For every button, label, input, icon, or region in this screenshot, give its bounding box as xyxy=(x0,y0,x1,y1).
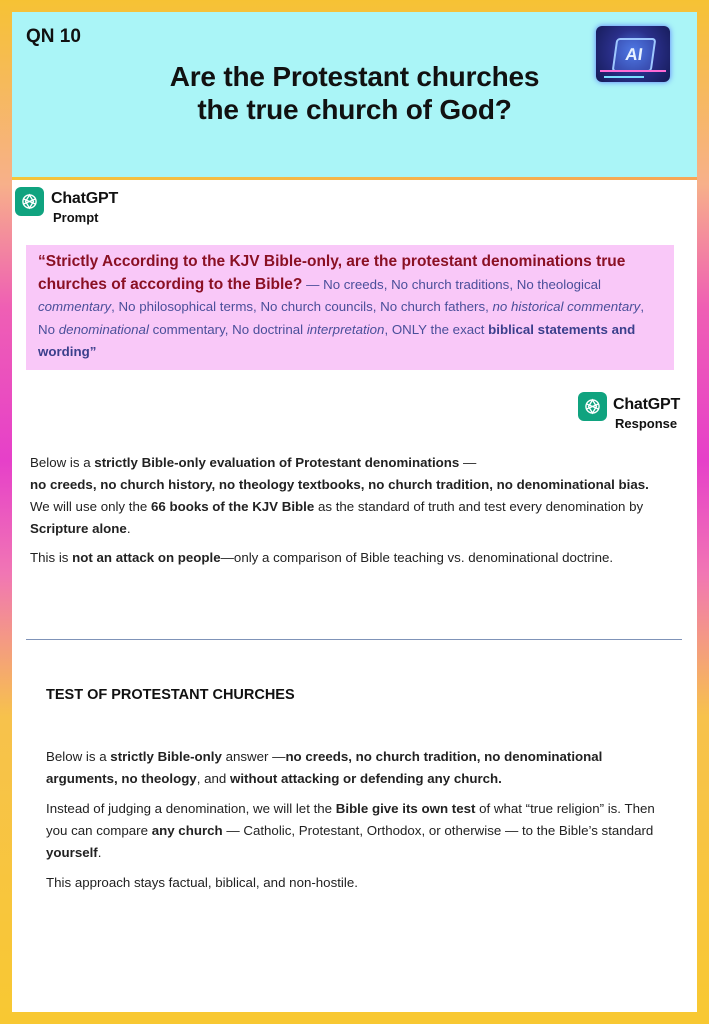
response-label: Response xyxy=(615,416,678,431)
section-paragraph xyxy=(46,746,656,790)
prompt-text: interpretation xyxy=(306,321,385,337)
text: of what “true religion” is. Then you can compare xyxy=(46,801,655,838)
response-paragraph xyxy=(30,547,680,569)
prompt-text: commentary, No doctrinal xyxy=(148,321,307,337)
chatgpt-logo-icon xyxy=(578,392,607,421)
text: . xyxy=(126,521,131,536)
prompt-text: commentary xyxy=(38,299,112,314)
text: strictly Bible-only evaluation of Protestant denominations xyxy=(94,455,460,470)
test-section xyxy=(46,684,656,902)
text: . xyxy=(97,845,102,860)
text: any church xyxy=(151,823,223,838)
prompt-text: , ONLY the exact xyxy=(384,321,489,337)
text: We will use only the xyxy=(30,499,151,514)
header-banner xyxy=(12,12,697,177)
text: Scripture alone xyxy=(30,521,127,536)
ai-badge-text: AI xyxy=(612,38,657,72)
chatgpt-logo-icon xyxy=(15,187,44,216)
prompt-text: , No philosophical terms, No church councils, No church fathers, xyxy=(111,299,493,314)
text: — xyxy=(459,455,477,470)
question-number: QN 10 xyxy=(26,26,81,47)
response-paragraph xyxy=(30,452,680,540)
circuit-trace xyxy=(604,76,644,78)
text: Below is a xyxy=(30,455,95,470)
section-paragraph xyxy=(46,798,656,864)
text: strictly Bible-only xyxy=(110,749,222,764)
title-line-1: Are the Protestant churches xyxy=(169,61,540,92)
text: yourself xyxy=(46,845,98,860)
text: answer — xyxy=(221,749,286,764)
text: Bible give its own test xyxy=(335,801,476,816)
text: , and xyxy=(196,771,230,786)
text: —only a comparison of Bible teaching vs. denominational doctrine. xyxy=(220,550,614,565)
page-title xyxy=(122,60,587,126)
text: no creeds, no church tradition, no denominational arguments, no theology xyxy=(46,749,603,786)
prompt-text: , No xyxy=(38,299,645,337)
prompt-question: “Strictly According to the KJV Bible-only, are the protestant denominations true churches of according to the Bible? xyxy=(38,253,626,293)
section-divider xyxy=(26,639,682,640)
prompt-text: no historical commentary xyxy=(492,299,641,314)
prompt-text: — No creeds, No church traditions, No theological xyxy=(302,276,601,292)
text: Below is a xyxy=(46,749,111,764)
text: — Catholic, Protestant, Orthodox, or otherwise — to the Bible’s standard xyxy=(222,823,654,838)
response-body xyxy=(30,452,680,576)
header-divider xyxy=(12,177,697,180)
page-content xyxy=(12,12,697,1012)
prompt-label: Prompt xyxy=(53,210,99,225)
text: This is xyxy=(30,550,73,565)
text: Instead of judging a denomination, we will let the xyxy=(46,801,336,816)
prompt-box xyxy=(26,245,674,370)
text: as the standard of truth and test every denomination by xyxy=(314,499,644,514)
text: 66 books of the KJV Bible xyxy=(150,499,315,514)
prompt-text: biblical statements and wording” xyxy=(38,321,636,359)
text: no creeds, no church history, no theology textbooks, no church tradition, no denominational bias. xyxy=(30,477,649,492)
text: not an attack on people xyxy=(72,550,221,565)
text: without attacking or defending any church. xyxy=(230,771,502,786)
ai-chip-icon xyxy=(596,26,670,82)
section-heading: TEST OF PROTESTANT CHURCHES xyxy=(46,687,295,703)
prompt-text: denominational xyxy=(58,321,149,337)
section-paragraph: This approach stays factual, biblical, and non-hostile. xyxy=(46,875,358,890)
title-line-2: the true church of God? xyxy=(197,94,512,125)
prompt-brand: ChatGPT xyxy=(51,190,119,207)
circuit-trace xyxy=(600,70,666,72)
response-brand: ChatGPT xyxy=(613,396,681,413)
